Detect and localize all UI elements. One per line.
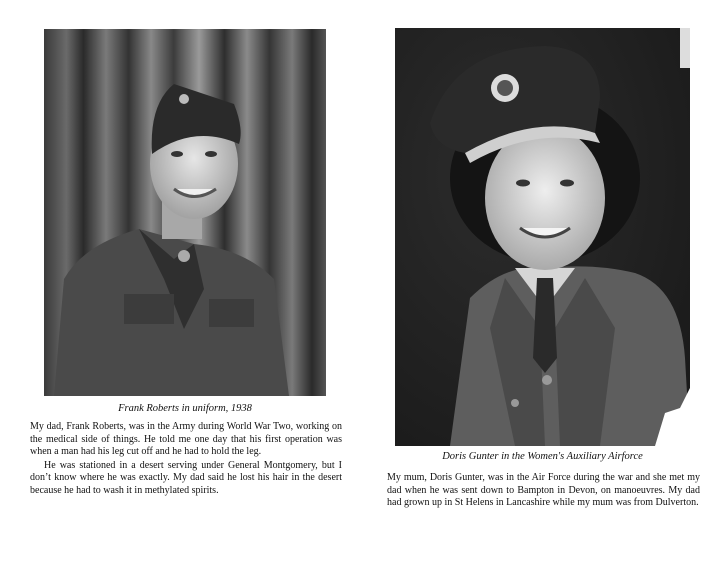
left-paragraph-2: He was stationed in a desert serving under General Montgomery, but I don’t know where he was exactly. My dad said he lost his hair in the desert because he had to wash it in methylated spirits. xyxy=(30,459,342,496)
left-paragraph-1: My dad, Frank Roberts, was in the Army during World War Two, working on the medical side of things. He told me one day that his first operation was when a man had his leg cut off and he had to hold the leg. xyxy=(30,421,342,458)
right-article-text xyxy=(387,472,700,510)
frank-roberts-caption: Frank Roberts in uniform, 1938 xyxy=(118,403,252,414)
doris-gunter-photo xyxy=(395,28,690,446)
right-paragraph-1: My mum, Doris Gunter, was in the Air Force during the war and she met my dad when he was sent down to Bampton in Devon, on manoeuvres. My dad had grown up in St Helens in Lancashire while my mum was from Dulverton. xyxy=(387,472,700,509)
doris-gunter-caption: Doris Gunter in the Women's Auxiliary Airforce xyxy=(442,451,643,462)
frank-roberts-photo xyxy=(44,29,326,396)
left-article-text xyxy=(30,421,342,498)
